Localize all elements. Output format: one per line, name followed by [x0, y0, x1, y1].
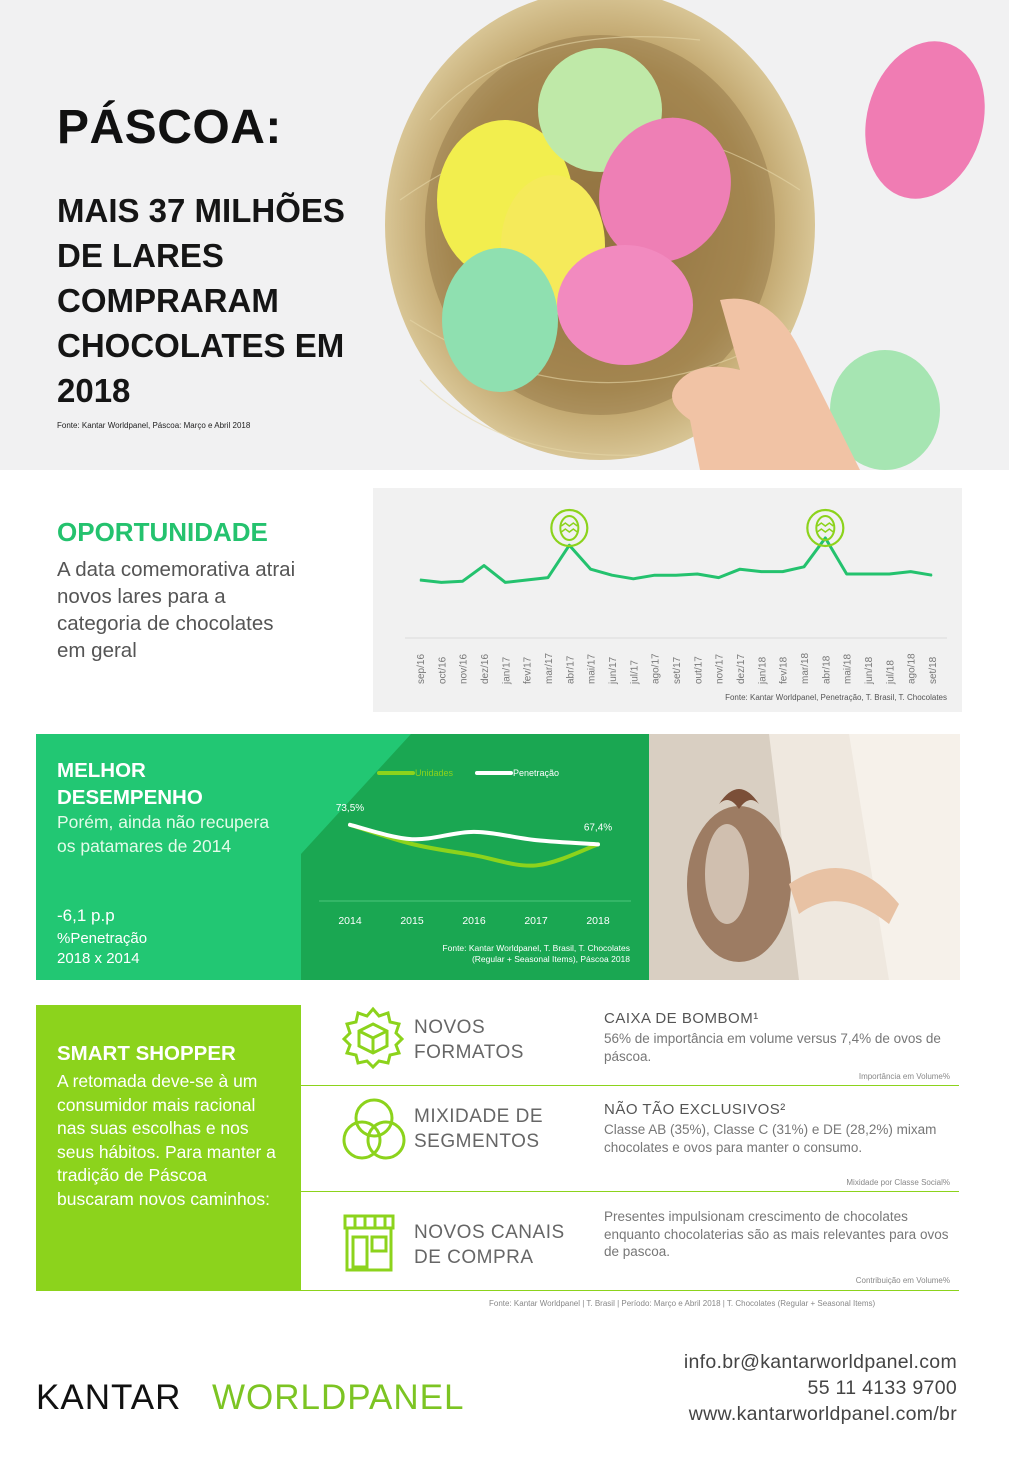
- x-tick-label: mai/17: [586, 653, 598, 684]
- x-tick-label: set/17: [672, 656, 683, 684]
- data-label-2014: 73,5%: [335, 802, 365, 814]
- hero-source: Fonte: Kantar Worldpanel, Páscoa: Março e Abril 2018: [57, 421, 251, 430]
- x-tick-label: mar/18: [800, 652, 811, 684]
- feature-title-line1: NOVOS: [414, 1017, 486, 1038]
- detail-title-bombom: CAIXA DE BOMBOM¹: [604, 1010, 759, 1027]
- performance-chart: [301, 734, 649, 980]
- x-tick-label: 2016: [462, 915, 486, 927]
- feature-title-formats: [414, 1015, 524, 1065]
- x-tick-label: dez/17: [736, 653, 747, 684]
- data-point: [612, 575, 613, 576]
- x-tick-label: jan/17: [501, 656, 513, 684]
- x-tick-label: nov/17: [714, 653, 726, 684]
- performance-metric: %Penetração: [57, 930, 148, 947]
- data-point: [548, 577, 549, 578]
- performance-title: MELHOR DESEMPENHO: [57, 759, 203, 809]
- data-point: [910, 571, 911, 572]
- x-tick-label: dez/16: [480, 653, 491, 684]
- data-point: [484, 565, 485, 566]
- x-tick-label: set/18: [928, 656, 939, 684]
- data-point: [868, 574, 869, 575]
- data-point: [590, 569, 591, 570]
- x-tick-label: jul/17: [629, 660, 641, 684]
- detail-text-exclusive: Classe AB (35%), Classe C (31%) e DE (28,2%) mixam chocolates e ovos para manter o consumo.: [604, 1122, 937, 1155]
- feature-title-channels: [414, 1220, 565, 1270]
- x-tick-label: ago/18: [906, 653, 918, 684]
- performance-source-line1: Fonte: Kantar Worldpanel, T. Brasil, T. Chocolates: [442, 943, 630, 953]
- penetration-series-line: [350, 825, 598, 845]
- penetration-line-chart: [373, 488, 962, 712]
- feature-title-line1: NOVOS CANAIS: [414, 1222, 565, 1243]
- data-point: [441, 582, 442, 583]
- opportunity-chart: [373, 488, 962, 712]
- logo-worldpanel: WORLDPANEL: [212, 1378, 465, 1417]
- data-point: [846, 574, 847, 575]
- x-tick-label: mai/18: [842, 653, 854, 684]
- data-point: [761, 571, 762, 572]
- detail-note: Contribuição em Volume%: [855, 1276, 950, 1285]
- x-tick-label: jul/18: [885, 660, 897, 684]
- x-tick-label: 2015: [400, 915, 424, 927]
- data-point: [718, 577, 719, 578]
- feature-title-line2: SEGMENTOS: [414, 1131, 540, 1152]
- performance-source-line2: (Regular + Seasonal Items), Páscoa 2018: [471, 954, 630, 964]
- data-label-2018: 67,4%: [583, 822, 613, 834]
- x-tick-label: 2014: [338, 915, 362, 927]
- contact-phone: 55 11 4133 9700: [807, 1377, 957, 1399]
- penetration-series-line: [420, 538, 932, 582]
- data-point: [420, 580, 421, 581]
- data-point: [825, 538, 826, 539]
- data-point: [740, 569, 741, 570]
- x-tick-label: abr/17: [565, 655, 577, 684]
- data-point: [889, 574, 890, 575]
- contact-email[interactable]: info.br@kantarworldpanel.com: [683, 1351, 957, 1373]
- x-tick-label: fev/17: [522, 656, 534, 684]
- data-point: [505, 582, 506, 583]
- data-point: [633, 578, 634, 579]
- x-tick-label: 2018: [586, 915, 610, 927]
- x-tick-label: nov/16: [458, 653, 470, 684]
- x-tick-label: out/17: [693, 656, 705, 684]
- x-tick-label: jun/17: [608, 656, 619, 684]
- x-tick-label: fev/18: [778, 656, 790, 684]
- contact-website[interactable]: www.kantarworldpanel.com/br: [688, 1403, 957, 1425]
- venn-circles-icon: [341, 1096, 407, 1169]
- egg-icon: [807, 510, 843, 546]
- x-tick-label: ago/17: [650, 653, 662, 684]
- data-point: [676, 575, 677, 576]
- detail-text-channels: Presentes impulsionam crescimento de chocolates enquanto chocolaterias são as mais relevantes para ovos de pascoa.: [604, 1209, 949, 1259]
- detail-title-exclusive: NÃO TÃO EXCLUSIVOS²: [604, 1101, 786, 1118]
- legend-label: Unidades: [415, 768, 454, 778]
- x-tick-label: sep/16: [416, 653, 427, 684]
- logo-kantar: KANTAR: [36, 1378, 182, 1417]
- row-divider: [301, 1085, 959, 1086]
- opportunity-text: A data comemorativa atrai novos lares para a categoria de chocolates em geral: [57, 558, 296, 662]
- opportunity-title: OPORTUNIDADE: [57, 517, 268, 547]
- feature-title-line1: MIXIDADE DE: [414, 1106, 544, 1127]
- hero-title: PÁSCOA:: [57, 101, 282, 154]
- smart-shopper-text: A retomada deve-se à um consumidor mais racional nas suas escolhas e nos seus hábitos. Para manter a tradição de Páscoa buscaram novos caminhos:: [57, 1071, 276, 1209]
- hero-subtitle: MAIS 37 MILHÕES DE LARES COMPRARAM CHOCOLATES EM 2018: [57, 192, 345, 409]
- data-point: [697, 574, 698, 575]
- feature-title-line2: FORMATOS: [414, 1042, 524, 1063]
- egg-icon: [551, 510, 587, 546]
- data-point: [462, 581, 463, 582]
- performance-period: 2018 x 2014: [57, 950, 140, 967]
- x-tick-label: jun/18: [864, 656, 875, 684]
- chocolate-egg-gift-photo: [649, 734, 960, 980]
- data-point: [654, 575, 655, 576]
- x-tick-label: abr/18: [821, 655, 833, 684]
- detail-text-bombom: 56% de importância em volume versus 7,4% de ovos de páscoa.: [604, 1031, 941, 1064]
- gift-photo-illustration: [649, 734, 960, 980]
- box-badge-icon: [341, 1006, 405, 1075]
- x-tick-label: jan/18: [757, 656, 769, 684]
- performance-description: Porém, ainda não recupera os patamares de 2014: [57, 812, 270, 856]
- performance-value: -6,1 p.p: [57, 906, 115, 925]
- data-point: [932, 575, 933, 576]
- detail-note: Importância em Volume%: [858, 1072, 950, 1081]
- performance-source: [442, 943, 630, 965]
- feature-title-line2: DE COMPRA: [414, 1247, 534, 1268]
- data-point: [804, 566, 805, 567]
- hero-banner: [0, 0, 1009, 470]
- legend-label: Penetração: [513, 768, 560, 778]
- x-tick-label: mar/17: [544, 652, 555, 684]
- opportunity-source: Fonte: Kantar Worldpanel, Penetração, T. Brasil, T. Chocolates: [725, 693, 947, 702]
- data-point: [782, 571, 783, 572]
- row-divider: [301, 1290, 959, 1291]
- feature-title-mix: [414, 1104, 543, 1154]
- storefront-icon: [341, 1213, 397, 1278]
- smart-shopper-source: Fonte: Kantar Worldpanel | T. Brasil | Período: Março e Abril 2018 | T. Chocolates (Regular + Seasonal Items): [489, 1299, 876, 1308]
- smart-shopper-title: SMART SHOPPER: [57, 1042, 236, 1065]
- detail-note: Mixidade por Classe Social%: [846, 1178, 950, 1187]
- x-tick-label: 2017: [524, 915, 548, 927]
- data-point: [526, 580, 527, 581]
- row-divider: [301, 1191, 959, 1192]
- x-tick-label: oct/16: [437, 656, 449, 684]
